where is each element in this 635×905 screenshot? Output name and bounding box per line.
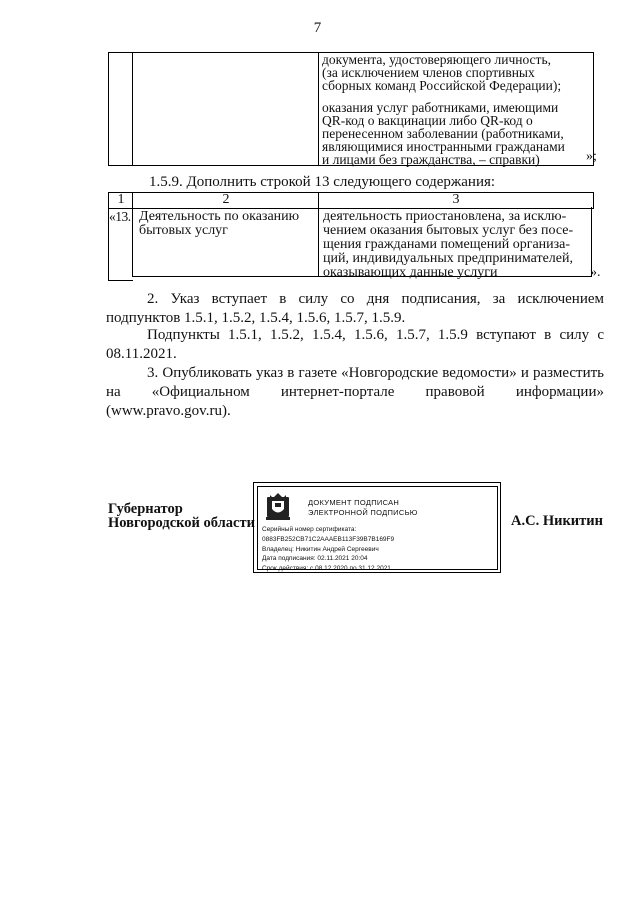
cell-paragraph-qr-code (319, 101, 593, 166)
table-continuation (108, 52, 596, 167)
coat-of-arms-icon (264, 491, 292, 521)
electronic-signature-stamp (253, 482, 501, 573)
text-line: деятельность приостановлена, за исклю- (323, 209, 567, 224)
paragraph-2-dates: Подпункты 1.5.1, 1.5.2, 1.5.4, 1.5.6, 1.5.7, 1.5.9 вступают в силу с 08.11.2021. (106, 327, 604, 362)
validity-period: Срок действия: с 08.12.2020 по 31.12.2021 (262, 565, 391, 573)
text-line: (за исключением членов спортивных (322, 65, 535, 80)
certificate-owner: Владелец: Никитин Андрей Сергеевич (262, 545, 379, 553)
table-cell-col3 (318, 52, 594, 166)
table-header-3: 3 (318, 192, 594, 209)
table-row-13 (108, 192, 594, 280)
text-line: и лицами без гражданства, – справки) (322, 152, 540, 167)
text-line: чением оказания бытовых услуг без посе- (323, 223, 574, 238)
restriction-cell (318, 207, 592, 280)
closing-quote-mark: »; (586, 149, 597, 164)
text-line: оказывающих данные услуги (323, 265, 498, 280)
text-line: щения гражданами помещений организа- (323, 237, 571, 252)
text-line: перенесенном заболевании (работниками, (322, 126, 564, 141)
activity-cell (132, 207, 318, 277)
item-1-5-9: 1.5.9. Дополнить строкой 13 следующего содержания: (149, 174, 496, 190)
signing-date: Дата подписания: 02.11.2021 20:04 (262, 555, 368, 563)
cell-paragraph-document (319, 53, 593, 92)
stamp-title (308, 498, 418, 518)
text-line: QR-код о вакцинации либо QR-код о (322, 113, 533, 128)
table-cell-col1 (108, 52, 133, 166)
paragraph-3: 3. Опубликовать указ в газете «Новгородские ведомости» и разместить на «Официальном интернет-портале правовой информации» (www.pravo.gov.ru). (106, 365, 604, 419)
row-number-cell: «13. (108, 207, 133, 281)
stamp-details (262, 525, 394, 574)
text-line: сборных команд Российской Федерации); (322, 78, 562, 93)
text-line: Деятельность по оказанию (139, 209, 300, 224)
certificate-label: Серийный номер сертификата: (262, 526, 357, 533)
stamp-inner-frame (257, 486, 498, 573)
text-line: ций, индивидуальных предпринимателей, (323, 251, 573, 266)
signatory-position (108, 502, 255, 530)
text-line: бытовых услуг (139, 223, 228, 238)
text-line: оказания услуг работниками, имеющими (322, 100, 559, 115)
paragraph-2: 2. Указ вступает в силу со дня подписания, за исключением подпунктов 1.5.1, 1.5.2, 1.5.4, 1.5.6, 1.5.7, 1.5.9. (106, 291, 604, 326)
stamp-title-line: ЭЛЕКТРОННОЙ ПОДПИСЬЮ (308, 508, 418, 517)
position-line: Новгородской области (108, 515, 255, 531)
table-cell-col2 (132, 52, 319, 166)
stamp-title-line: ДОКУМЕНТ ПОДПИСАН (308, 498, 400, 507)
position-line: Губернатор (108, 501, 183, 517)
certificate-serial: 0883FB252CB71C2AAAEB113F39B7B169F9 (262, 535, 395, 543)
page-number: 7 (313, 20, 322, 36)
signatory-name: А.С. Никитин (511, 513, 603, 529)
text-line: являющимися иностранными гражданами (322, 139, 565, 154)
table-header-1: 1 (108, 192, 133, 209)
closing-quote-mark: ». (590, 265, 601, 280)
text-line: документа, удостоверяющего личность, (322, 52, 551, 67)
table-header-2: 2 (132, 192, 319, 209)
